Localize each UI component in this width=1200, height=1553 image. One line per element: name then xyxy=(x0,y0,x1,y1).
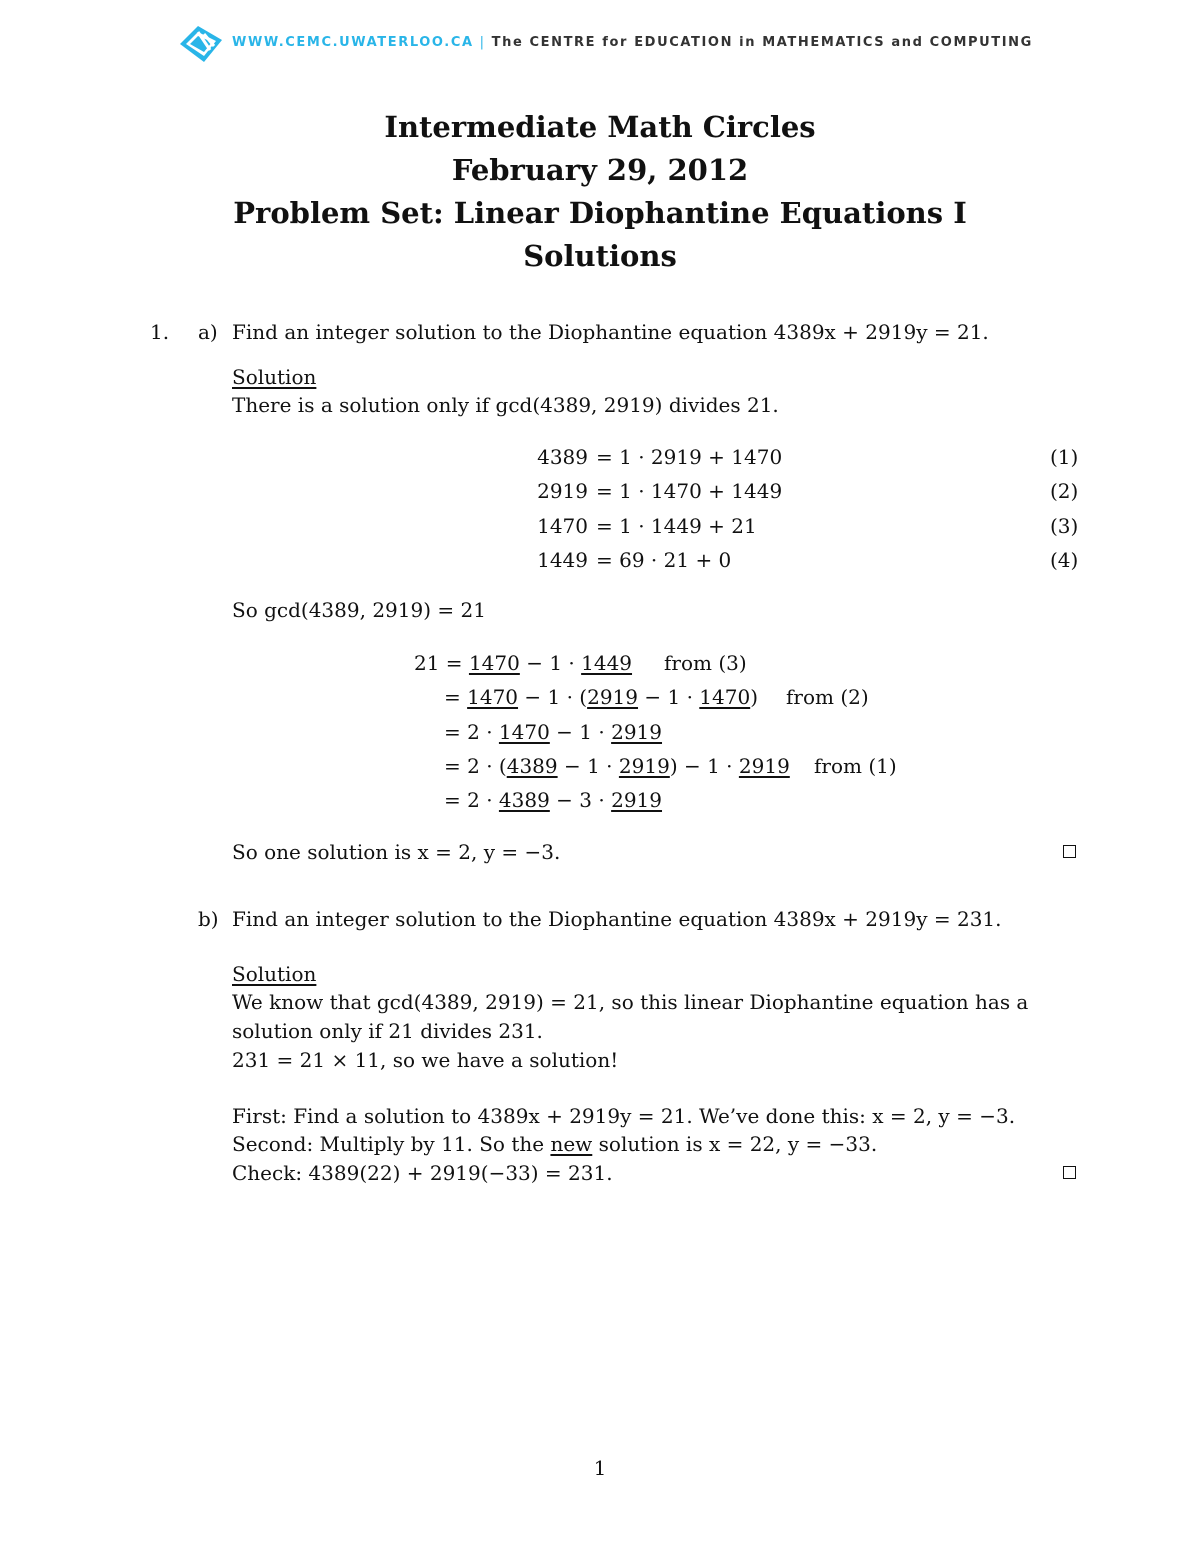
euclid-row-2-lhs: 2919 xyxy=(537,479,588,503)
back-sub-from-1: from (1) xyxy=(814,754,897,778)
title-line-3: Problem Set: Linear Diophantine Equations I xyxy=(233,196,967,230)
cemc-logo-icon xyxy=(176,22,226,66)
part-b-line-1: We know that gcd(4389, 2919) = 21, so this linear Diophantine equation has a xyxy=(232,990,1029,1014)
title-line-4: Solutions xyxy=(523,239,677,273)
part-b-first-step: First: Find a solution to 4389x + 2919y = 21. We’ve done this: x = 2, y = −3. xyxy=(232,1104,1016,1128)
euclid-row-4-tag: (4) xyxy=(1050,548,1079,572)
part-a-label: a) xyxy=(198,320,218,344)
part-b-check: Check: 4389(22) + 2919(−33) = 231. xyxy=(232,1161,613,1185)
back-sub-from-3: from (3) xyxy=(664,651,747,675)
gcd-result: So gcd(4389, 2919) = 21 xyxy=(232,598,486,622)
back-sub-line-1: 21 = 1470 − 1 · 1449 xyxy=(414,651,633,675)
euclid-row-2-rhs: = 1 · 1470 + 1449 xyxy=(596,479,783,503)
qed-square-icon xyxy=(1063,845,1076,858)
document-title xyxy=(0,106,1200,278)
header-organization: The CENTRE for EDUCATION in MATHEMATICS and COMPUTING xyxy=(491,35,1033,50)
page-header xyxy=(176,22,1076,66)
euclid-row-1-lhs: 4389 xyxy=(537,445,588,469)
qed-square-icon xyxy=(1063,1166,1076,1179)
euclid-row-2-tag: (2) xyxy=(1050,479,1079,503)
part-b-question: Find an integer solution to the Diophantine equation 4389x + 2919y = 231. xyxy=(232,907,1002,931)
part-b-line-2: solution only if 21 divides 231. xyxy=(232,1019,543,1043)
part-b-second-step: Second: Multiply by 11. So the new solution is x = 22, y = −33. xyxy=(232,1132,878,1156)
euclid-row-4-rhs: = 69 · 21 + 0 xyxy=(596,548,732,572)
euclid-row-3-tag: (3) xyxy=(1050,514,1079,538)
header-separator: | xyxy=(479,35,486,50)
euclid-row-1-tag: (1) xyxy=(1050,445,1079,469)
title-line-1: Intermediate Math Circles xyxy=(384,110,816,144)
euclid-row-3-lhs: 1470 xyxy=(537,514,588,538)
back-sub-line-3: = 2 · 1470 − 1 · 2919 xyxy=(444,720,663,744)
euclid-row-1-rhs: = 1 · 2919 + 1470 xyxy=(596,445,783,469)
back-sub-from-2: from (2) xyxy=(786,685,869,709)
back-sub-line-5: = 2 · 4389 − 3 · 2919 xyxy=(444,788,663,812)
euclid-row-3-rhs: = 1 · 1449 + 21 xyxy=(596,514,757,538)
header-url-link[interactable]: WWW.CEMC.UWATERLOO.CA xyxy=(232,35,474,50)
problem-number: 1. xyxy=(150,320,170,344)
back-sub-line-2: = 1470 − 1 · (2919 − 1 · 1470) xyxy=(444,685,759,709)
header-text xyxy=(232,35,1033,50)
part-b-solution-heading: Solution xyxy=(232,962,317,986)
title-line-2: February 29, 2012 xyxy=(451,153,749,187)
part-a-solution-heading: Solution xyxy=(232,365,317,389)
part-b-line-3: 231 = 21 × 11, so we have a solution! xyxy=(232,1048,619,1072)
part-a-question: Find an integer solution to the Diophantine equation 4389x + 2919y = 21. xyxy=(232,320,989,344)
back-sub-line-4: = 2 · (4389 − 1 · 2919) − 1 · 2919 xyxy=(444,754,790,778)
part-b-label: b) xyxy=(198,907,219,931)
part-a-conclusion: So one solution is x = 2, y = −3. xyxy=(232,840,561,864)
euclid-row-4-lhs: 1449 xyxy=(537,548,588,572)
page-number: 1 xyxy=(593,1456,607,1480)
part-a-intro: There is a solution only if gcd(4389, 2919) divides 21. xyxy=(232,393,779,417)
new-emphasis: new xyxy=(550,1132,593,1156)
